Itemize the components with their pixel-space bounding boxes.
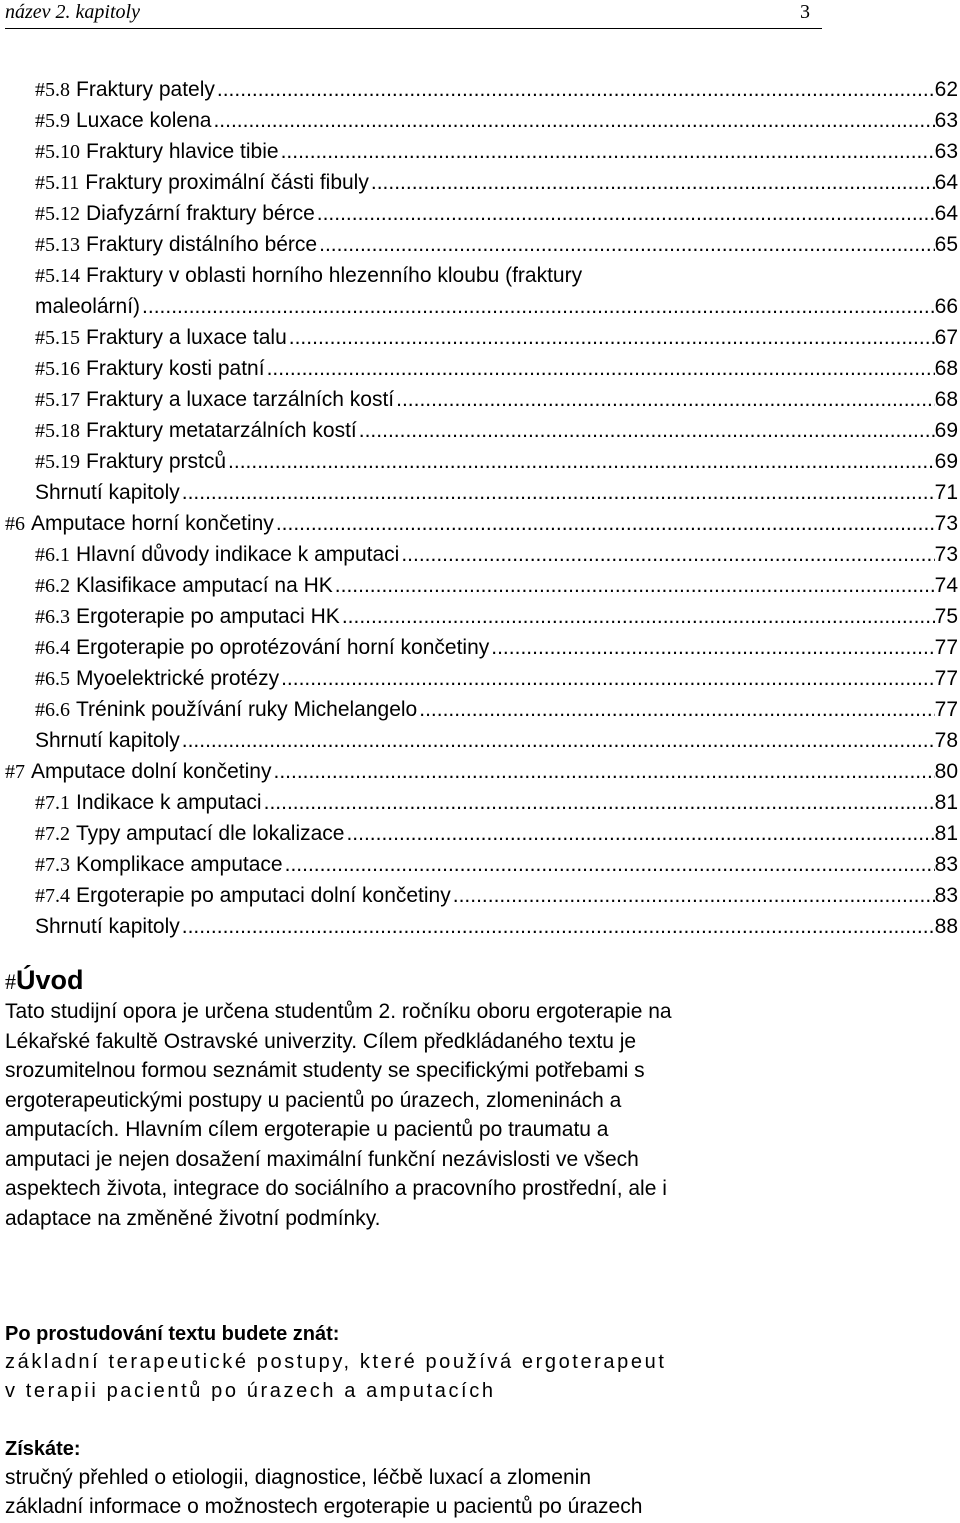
toc-dot-leader xyxy=(271,756,934,787)
toc-number: #5.13 xyxy=(35,234,80,256)
toc-entry[interactable] xyxy=(5,508,958,539)
toc-number: #7.1 xyxy=(35,792,70,814)
toc-page-number: 78 xyxy=(934,729,958,752)
toc-page-number: 68 xyxy=(934,388,958,411)
toc-title: Myoelektrické protézy xyxy=(76,667,280,690)
toc-number: #5.12 xyxy=(35,203,80,225)
toc-page-number: 67 xyxy=(934,326,958,349)
intro-line: aspektech života, integrace do sociálního a pracovního prostřední, ale i xyxy=(5,1177,667,1200)
toc-title: Shrnutí kapitoly xyxy=(35,729,180,752)
toc-dot-leader xyxy=(317,229,935,260)
toc-title: Shrnutí kapitoly xyxy=(35,915,180,938)
toc-title: Indikace k amputaci xyxy=(76,791,262,814)
toc-title: Hlavní důvody indikace k amputaci xyxy=(76,543,400,566)
toc-entry[interactable] xyxy=(35,384,958,415)
toc-title: Trénink používání ruky Michelangelo xyxy=(76,698,418,721)
toc-page-number: 83 xyxy=(934,853,958,876)
toc-number: #5.8 xyxy=(35,79,70,101)
intro-line: amputaci je nejen dosažení maximální funkční nezávislosti ve všech xyxy=(5,1147,639,1171)
toc-title: Ergoterapie po amputaci dolní končetiny xyxy=(76,884,451,907)
toc-number: #6.4 xyxy=(35,637,70,659)
toc-number: #7.4 xyxy=(35,885,70,907)
toc-title: Fraktury v oblasti horního hlezenního kloubu (fraktury xyxy=(86,264,583,287)
toc-number: #5.16 xyxy=(35,358,80,380)
toc-entry[interactable] xyxy=(35,570,958,601)
toc-title: Amputace dolní končetiny xyxy=(31,760,272,783)
toc-dot-leader xyxy=(262,787,935,818)
intro-line: adaptace na změněné životní podmínky. xyxy=(5,1206,381,1230)
toc-title: Ergoterapie po oprotézování horní končetiny xyxy=(76,636,490,659)
toc-title: Luxace kolena xyxy=(76,109,212,132)
toc-dot-leader xyxy=(265,353,935,384)
toc-title: Typy amputací dle lokalizace xyxy=(76,822,345,845)
toc-dot-leader xyxy=(287,322,935,353)
toc-title: Fraktury pately xyxy=(76,78,215,101)
toc-dot-leader xyxy=(283,849,935,880)
toc-dot-leader xyxy=(417,694,934,725)
toc-page-number: 73 xyxy=(934,543,958,566)
toc-dot-leader xyxy=(357,415,935,446)
toc-entry[interactable] xyxy=(35,787,958,818)
toc-title: Fraktury kosti patní xyxy=(86,357,265,380)
toc-entry[interactable] xyxy=(35,477,958,508)
toc-number: #5.18 xyxy=(35,420,80,442)
chapter-title: název 2. kapitoly xyxy=(5,1,140,23)
toc-entry[interactable] xyxy=(35,818,958,849)
toc-page-number: 73 xyxy=(934,512,958,535)
toc-page-number: 64 xyxy=(934,202,958,225)
toc-entry[interactable] xyxy=(35,911,958,942)
toc-entry[interactable] xyxy=(35,663,958,694)
toc-dot-leader xyxy=(399,539,934,570)
toc-number: #5.10 xyxy=(35,141,80,163)
toc-number: #7 xyxy=(5,761,25,783)
toc-title: Fraktury proximální části fibuly xyxy=(85,171,369,194)
toc-dot-leader xyxy=(274,508,935,539)
toc-dot-leader xyxy=(180,477,935,508)
toc-entry[interactable] xyxy=(35,74,958,105)
toc-page-number: 64 xyxy=(934,171,958,194)
toc-number: #5.17 xyxy=(35,389,80,411)
toc-title: Fraktury hlavice tibie xyxy=(86,140,279,163)
toc-title: maleolární) xyxy=(35,295,141,318)
toc-dot-leader xyxy=(451,880,935,911)
toc-page-number: 77 xyxy=(934,636,958,659)
toc-dot-leader xyxy=(344,818,934,849)
toc-title: Komplikace amputace xyxy=(76,853,283,876)
toc-dot-leader xyxy=(333,570,935,601)
toc-page-number: 75 xyxy=(934,605,958,628)
intro-line: ergoterapeutickými postupy u pacientů po úrazech, zlomeninách a xyxy=(5,1088,622,1112)
toc-title: Shrnutí kapitoly xyxy=(35,481,180,504)
toc-entry[interactable] xyxy=(35,601,958,632)
toc-number: #5.9 xyxy=(35,110,70,132)
intro-line: amputacích. Hlavním cílem ergoterapie u pacientů po traumatu a xyxy=(5,1118,609,1141)
toc-dot-leader xyxy=(315,198,935,229)
toc-dot-leader xyxy=(394,384,935,415)
toc-title: Fraktury prstců xyxy=(86,450,227,473)
intro-hash: # xyxy=(5,969,16,994)
toc-dot-leader xyxy=(279,663,935,694)
toc-page-number: 71 xyxy=(934,481,958,504)
goals-heading: Po prostudování textu budete znát: xyxy=(5,1323,340,1345)
toc-entry[interactable] xyxy=(35,415,958,446)
toc-entry[interactable] xyxy=(35,260,958,291)
toc-title: Klasifikace amputací na HK xyxy=(76,574,333,597)
toc-page-number: 77 xyxy=(934,667,958,690)
toc-number: #7.3 xyxy=(35,854,70,876)
page-header xyxy=(5,0,822,29)
toc-entry[interactable] xyxy=(35,136,958,167)
toc-entry[interactable] xyxy=(35,167,958,198)
toc-dot-leader xyxy=(369,167,935,198)
toc-page-number: 69 xyxy=(934,450,958,473)
toc-dot-leader xyxy=(180,911,935,942)
toc-dot-leader xyxy=(180,725,935,756)
toc-number: #6.3 xyxy=(35,606,70,628)
toc-entry[interactable] xyxy=(35,632,958,663)
toc-number: #5.15 xyxy=(35,327,80,349)
toc-dot-leader xyxy=(211,105,934,136)
toc-title: Fraktury a luxace talu xyxy=(86,326,287,349)
toc-page-number: 63 xyxy=(934,140,958,163)
toc-number: #6.2 xyxy=(35,575,70,597)
toc-entry[interactable] xyxy=(5,756,958,787)
page-number: 3 xyxy=(800,1,810,23)
goals-line: v terapii pacientů po úrazech a amputacích xyxy=(5,1380,496,1402)
intro-line: srozumitelnou formou seznámit studenty se specifickými potřebami s xyxy=(5,1059,645,1082)
toc-number: #6.5 xyxy=(35,668,70,690)
toc-page-number: 63 xyxy=(934,109,958,132)
toc-page-number: 62 xyxy=(934,78,958,101)
toc-number: #6.1 xyxy=(35,544,70,566)
toc-entry[interactable] xyxy=(35,105,958,136)
toc-entry[interactable] xyxy=(35,539,958,570)
toc-page-number: 66 xyxy=(934,295,958,318)
toc-dot-leader xyxy=(279,136,935,167)
toc-dot-leader xyxy=(140,291,935,322)
intro-heading xyxy=(5,963,84,999)
toc-entry[interactable] xyxy=(35,198,958,229)
toc-entry[interactable] xyxy=(35,229,958,260)
toc-title: Ergoterapie po amputaci HK xyxy=(76,605,340,628)
toc-entry[interactable] xyxy=(35,880,958,911)
toc-page-number: 81 xyxy=(934,791,958,814)
intro-line: Tato studijní opora je určena studentům 2. ročníku oboru ergoterapie na xyxy=(5,1000,672,1023)
toc-entry[interactable] xyxy=(35,353,958,384)
intro-line: Lékařské fakultě Ostravské univerzity. Cílem předkládaného textu je xyxy=(5,1029,637,1053)
toc-page-number: 80 xyxy=(934,760,958,783)
toc-number: #5.11 xyxy=(35,172,80,194)
toc-page-number: 81 xyxy=(934,822,958,845)
toc-title: Fraktury a luxace tarzálních kostí xyxy=(86,388,395,411)
toc-number: #7.2 xyxy=(35,823,70,845)
toc-entry[interactable] xyxy=(35,694,958,725)
toc-title: Fraktury distálního bérce xyxy=(86,233,318,256)
toc-dot-leader xyxy=(489,632,934,663)
toc-page-number: 74 xyxy=(934,574,958,597)
toc-entry[interactable] xyxy=(35,446,958,477)
toc-page-number: 65 xyxy=(934,233,958,256)
toc-page-number: 69 xyxy=(934,419,958,442)
toc-entry[interactable] xyxy=(35,291,958,322)
toc-dot-leader xyxy=(340,601,935,632)
toc-number: #6.6 xyxy=(35,699,70,721)
toc-page-number: 83 xyxy=(934,884,958,907)
intro-heading-text: Úvod xyxy=(16,965,84,995)
toc-dot-leader xyxy=(226,446,935,477)
intro-paragraph xyxy=(5,997,845,1233)
toc-entry[interactable] xyxy=(35,849,958,880)
toc-dot-leader xyxy=(215,74,935,105)
toc-title: Amputace horní končetiny xyxy=(31,512,274,535)
toc-title: Fraktury metatarzálních kostí xyxy=(86,419,357,442)
toc-title: Diafyzární fraktury bérce xyxy=(86,202,315,225)
toc-page-number: 77 xyxy=(934,698,958,721)
gain-line: stručný přehled o etiologii, diagnostice, léčbě luxací a zlomenin xyxy=(5,1466,592,1489)
toc-number: #6 xyxy=(5,513,25,535)
gain-heading: Získáte: xyxy=(5,1438,81,1460)
goals-line: základní terapeutické postupy, které používá ergoterapeut xyxy=(5,1351,667,1373)
toc-page-number: 68 xyxy=(934,357,958,380)
gain-line: základní informace o možnostech ergoterapie u pacientů po úrazech xyxy=(5,1495,643,1518)
toc-page-number: 88 xyxy=(934,915,958,938)
toc-number: #5.19 xyxy=(35,451,80,473)
toc-number: #5.14 xyxy=(35,265,80,287)
toc-entry[interactable] xyxy=(35,322,958,353)
toc-entry[interactable] xyxy=(35,725,958,756)
